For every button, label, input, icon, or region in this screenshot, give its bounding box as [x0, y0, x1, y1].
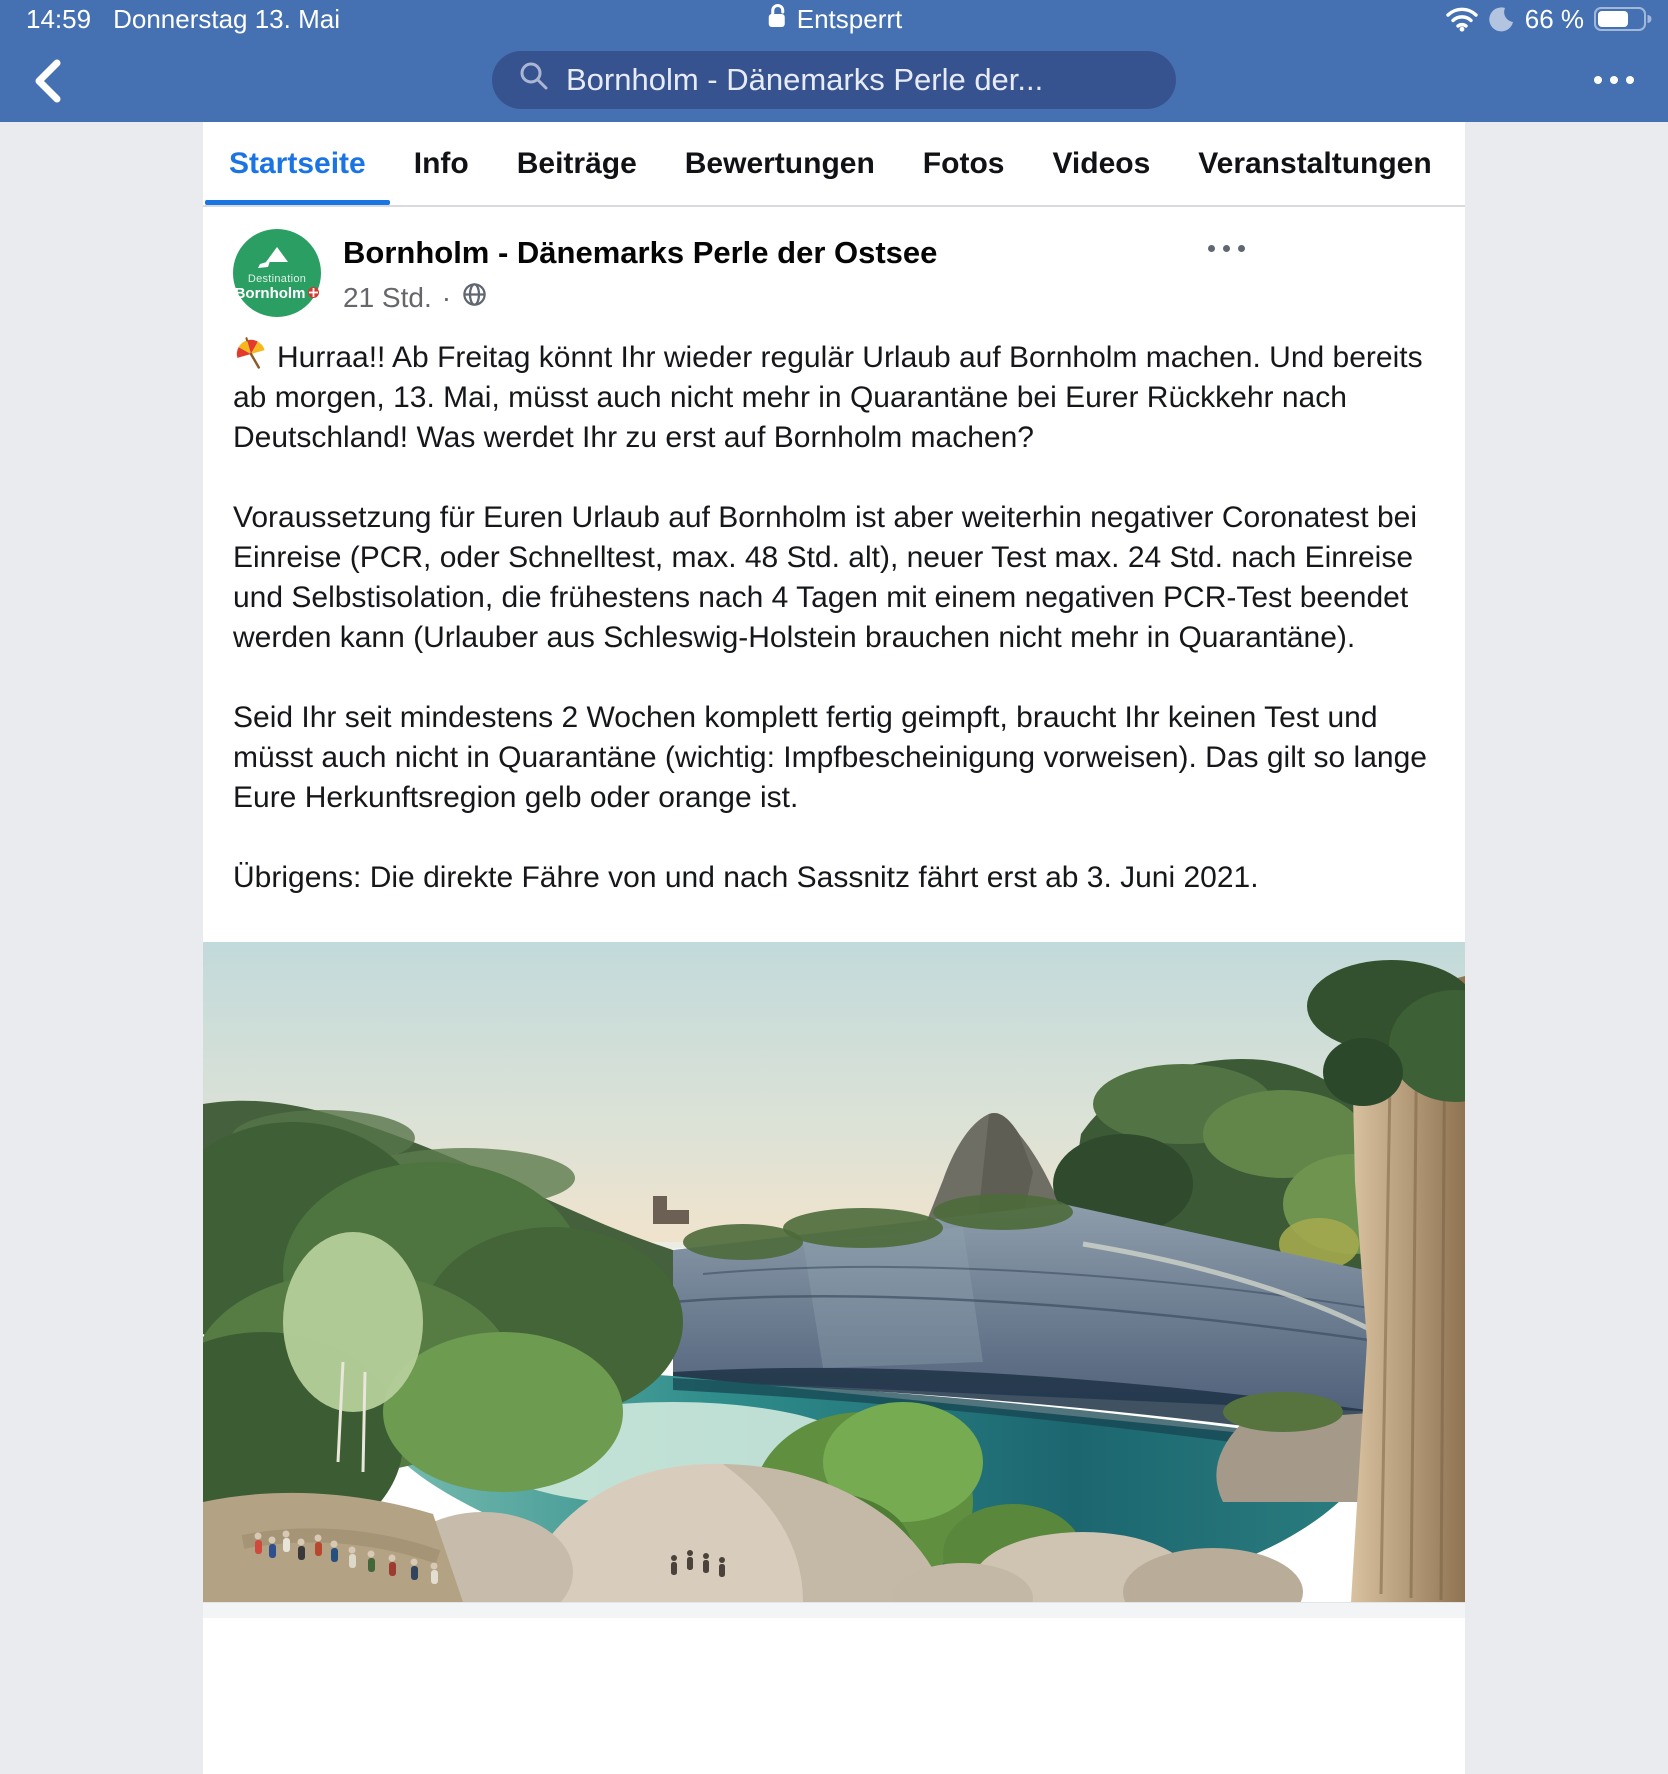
search-icon [518, 60, 550, 100]
dot-icon [1238, 245, 1245, 252]
avatar-brand-bottom: Bornholm [234, 285, 306, 302]
dot-icon [1594, 76, 1602, 84]
tab-label: Videos [1052, 146, 1151, 180]
tab-videos[interactable] [1052, 122, 1150, 205]
tab-info[interactable] [414, 122, 469, 205]
dot-icon [1626, 76, 1634, 84]
beach-umbrella-emoji [233, 337, 269, 371]
tab-label: Veranstaltungen [1198, 146, 1432, 180]
post-card [203, 207, 1465, 1618]
battery-icon [1594, 6, 1652, 32]
status-bar [0, 0, 1668, 38]
wifi-icon [1445, 6, 1479, 32]
tab-label: Bewertungen [684, 146, 875, 180]
tab-label: Info [413, 146, 469, 180]
globe-privacy-icon [461, 281, 488, 315]
tab-startseite[interactable] [229, 122, 366, 205]
page-avatar[interactable] [233, 229, 321, 317]
avatar-logo-icon [257, 246, 297, 273]
status-time: 14:59 [26, 3, 92, 34]
dot-icon [1610, 76, 1618, 84]
post-meta [343, 281, 937, 315]
moon-dnd-icon [1489, 6, 1515, 32]
tab-label: Fotos [922, 146, 1005, 180]
search-text: Bornholm - Dänemarks Perle der... [566, 62, 1044, 97]
tab-bewertungen[interactable] [685, 122, 875, 205]
tab-veranstaltungen[interactable] [1198, 122, 1431, 205]
tab-bar [203, 122, 1465, 207]
danish-flag-icon [308, 285, 319, 302]
dot-icon [1208, 245, 1215, 252]
nav-bar [0, 38, 1668, 122]
dot-icon [1223, 245, 1230, 252]
meta-separator: · [441, 282, 452, 313]
tab-fotos[interactable] [923, 122, 1005, 205]
post-options-button[interactable] [1200, 237, 1253, 260]
chevron-left-icon [31, 93, 65, 108]
post-time: 21 Std. [343, 282, 432, 313]
post-text [203, 331, 1465, 898]
battery-percent: 66 % [1524, 3, 1584, 34]
more-options-button[interactable] [1590, 66, 1638, 94]
search-bar[interactable] [492, 51, 1176, 109]
unlocked-padlock-icon [766, 2, 788, 37]
post-photo[interactable] [203, 942, 1465, 1602]
post-footer-strip [203, 1602, 1465, 1618]
tab-label: Beiträge [516, 146, 637, 180]
status-date: Donnerstag 13. Mai [113, 3, 340, 34]
page-content [203, 122, 1465, 1774]
back-button[interactable] [22, 56, 74, 108]
post-paragraph-4: Übrigens: Die direkte Fähre von und nach Sassnitz fährt erst ab 3. Juni 2021. [233, 861, 1259, 894]
post-header [203, 207, 1465, 331]
post-paragraph-3: Seid Ihr seit mindestens 2 Wochen komplett fertig geimpft, braucht Ihr keinen Test und müsst auch nicht in Quarantäne (wichtig: Impfbescheinigung vorweisen). Das gilt so lange Eure Herkunftsregion gelb oder orange ist. [233, 701, 1427, 814]
status-lock-label: Entsperrt [796, 3, 903, 34]
page-name[interactable]: Bornholm - Dänemarks Perle der Ostsee [343, 235, 938, 270]
post-paragraph-2: Voraussetzung für Euren Urlaub auf Bornholm ist aber weiterhin negativer Coronatest bei Einreise (PCR, oder Schnelltest, max. 48 Std. alt), neuer Test max. 24 Std. nach Einreise und Selbstisolation, die frühestens nach 4 Tagen mit einem negativen PCR-Test beendet werden kann (Urlauber aus Schleswig-Holstein brauchen nicht mehr in Quarantäne). [233, 501, 1417, 654]
post-paragraph-1: Hurraa!! Ab Freitag könnt Ihr wieder regulär Urlaub auf Bornholm machen. Und bereits ab morgen, 13. Mai, müsst auch nicht mehr in Quarantäne bei Eurer Rückkehr nach Deutschland! Was werdet Ihr zu erst auf Bornholm machen? [233, 341, 1423, 454]
tab-label: Startseite [229, 146, 366, 180]
avatar-brand-top: Destination [247, 273, 307, 285]
tab-beitraege[interactable] [517, 122, 637, 205]
